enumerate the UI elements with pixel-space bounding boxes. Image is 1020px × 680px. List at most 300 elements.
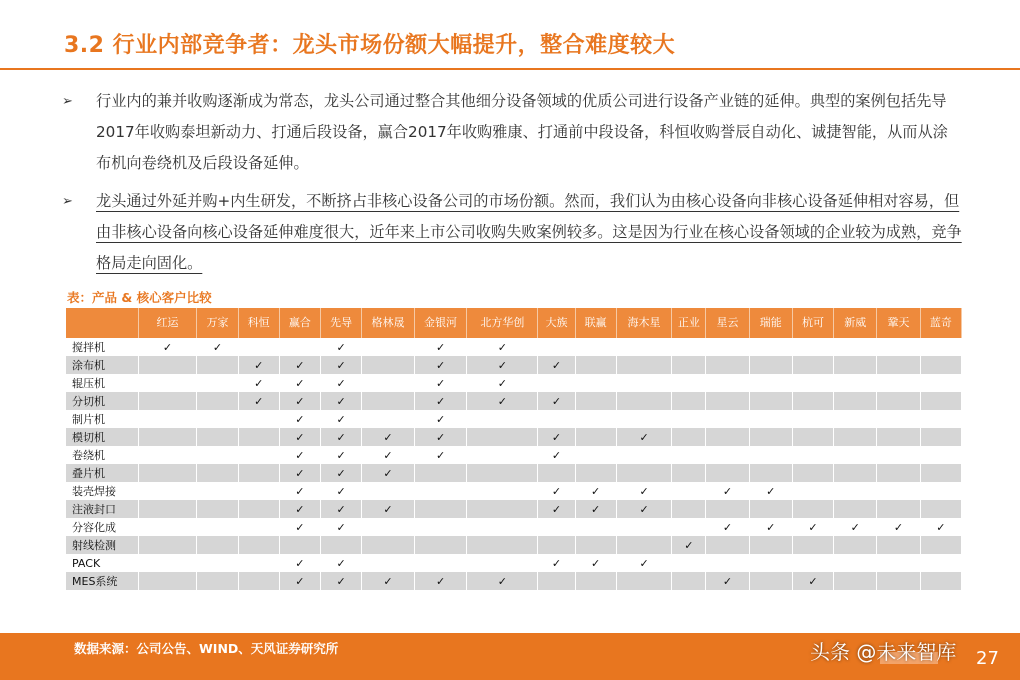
empty-cell: [792, 500, 833, 518]
empty-cell: [575, 392, 616, 410]
check-mark-icon: ✓: [138, 338, 197, 356]
empty-cell: [877, 392, 920, 410]
empty-cell: [749, 536, 792, 554]
empty-cell: [197, 356, 238, 374]
empty-cell: [467, 518, 538, 536]
check-mark-icon: ✓: [920, 518, 961, 536]
empty-cell: [616, 464, 672, 482]
empty-cell: [197, 428, 238, 446]
empty-cell: [467, 410, 538, 428]
empty-cell: [672, 500, 706, 518]
empty-cell: [138, 464, 197, 482]
empty-cell: [414, 518, 467, 536]
empty-cell: [616, 572, 672, 590]
empty-cell: [749, 554, 792, 572]
empty-cell: [362, 374, 415, 392]
empty-cell: [197, 482, 238, 500]
empty-cell: [706, 374, 749, 392]
empty-cell: [197, 572, 238, 590]
check-mark-icon: ✓: [362, 572, 415, 590]
empty-cell: [362, 338, 415, 356]
empty-cell: [672, 428, 706, 446]
check-mark-icon: ✓: [279, 572, 320, 590]
empty-cell: [575, 356, 616, 374]
check-mark-icon: ✓: [321, 464, 362, 482]
empty-cell: [749, 410, 792, 428]
check-mark-icon: ✓: [279, 392, 320, 410]
empty-cell: [238, 518, 279, 536]
row-label: 辊压机: [66, 374, 138, 392]
check-mark-icon: ✓: [238, 356, 279, 374]
empty-cell: [706, 500, 749, 518]
row-label: 叠片机: [66, 464, 138, 482]
check-mark-icon: ✓: [321, 338, 362, 356]
empty-cell: [792, 356, 833, 374]
empty-cell: [706, 356, 749, 374]
page-number: 27: [976, 648, 999, 669]
check-mark-icon: ✓: [467, 356, 538, 374]
empty-cell: [920, 500, 961, 518]
empty-cell: [575, 536, 616, 554]
empty-cell: [792, 392, 833, 410]
empty-cell: [920, 392, 961, 410]
table-row: [66, 518, 962, 536]
empty-cell: [706, 536, 749, 554]
empty-cell: [467, 464, 538, 482]
row-label: MES系统: [66, 572, 138, 590]
empty-cell: [792, 446, 833, 464]
empty-cell: [920, 428, 961, 446]
empty-cell: [197, 500, 238, 518]
empty-cell: [920, 446, 961, 464]
check-mark-icon: ✓: [538, 446, 575, 464]
empty-cell: [834, 500, 877, 518]
empty-cell: [834, 554, 877, 572]
empty-cell: [920, 338, 961, 356]
column-header: 格林晟: [362, 308, 415, 338]
check-mark-icon: ✓: [321, 356, 362, 374]
empty-cell: [834, 338, 877, 356]
empty-cell: [672, 446, 706, 464]
check-mark-icon: ✓: [362, 500, 415, 518]
header-corner: [66, 308, 138, 338]
empty-cell: [616, 536, 672, 554]
empty-cell: [138, 428, 197, 446]
column-header: 联赢: [575, 308, 616, 338]
check-mark-icon: ✓: [467, 572, 538, 590]
empty-cell: [362, 518, 415, 536]
column-header: 科恒: [238, 308, 279, 338]
check-mark-icon: ✓: [321, 428, 362, 446]
check-mark-icon: ✓: [279, 446, 320, 464]
table-row: [66, 374, 962, 392]
check-mark-icon: ✓: [279, 410, 320, 428]
empty-cell: [706, 464, 749, 482]
empty-cell: [706, 392, 749, 410]
empty-cell: [238, 446, 279, 464]
check-mark-icon: ✓: [749, 518, 792, 536]
empty-cell: [362, 536, 415, 554]
empty-cell: [575, 410, 616, 428]
empty-cell: [920, 536, 961, 554]
empty-cell: [877, 554, 920, 572]
empty-cell: [538, 338, 575, 356]
check-mark-icon: ✓: [414, 338, 467, 356]
bullet-arrow-icon: ➢: [62, 194, 73, 209]
empty-cell: [834, 356, 877, 374]
empty-cell: [362, 356, 415, 374]
check-mark-icon: ✓: [279, 374, 320, 392]
empty-cell: [616, 392, 672, 410]
row-label: 注液封口: [66, 500, 138, 518]
empty-cell: [538, 410, 575, 428]
check-mark-icon: ✓: [321, 482, 362, 500]
empty-cell: [834, 446, 877, 464]
check-mark-icon: ✓: [321, 572, 362, 590]
empty-cell: [834, 482, 877, 500]
row-label: 制片机: [66, 410, 138, 428]
empty-cell: [138, 392, 197, 410]
column-header: 先导: [321, 308, 362, 338]
check-mark-icon: ✓: [575, 554, 616, 572]
table-row: [66, 410, 962, 428]
empty-cell: [920, 356, 961, 374]
empty-cell: [616, 374, 672, 392]
empty-cell: [414, 482, 467, 500]
check-mark-icon: ✓: [414, 356, 467, 374]
empty-cell: [414, 464, 467, 482]
empty-cell: [238, 572, 279, 590]
empty-cell: [672, 554, 706, 572]
check-mark-icon: ✓: [279, 428, 320, 446]
check-mark-icon: ✓: [672, 536, 706, 554]
empty-cell: [877, 482, 920, 500]
empty-cell: [834, 572, 877, 590]
empty-cell: [238, 428, 279, 446]
empty-cell: [792, 374, 833, 392]
table-row: [66, 356, 962, 374]
check-mark-icon: ✓: [279, 500, 320, 518]
empty-cell: [792, 464, 833, 482]
empty-cell: [575, 374, 616, 392]
empty-cell: [672, 518, 706, 536]
empty-cell: [138, 482, 197, 500]
empty-cell: [538, 572, 575, 590]
empty-cell: [238, 482, 279, 500]
check-mark-icon: ✓: [321, 392, 362, 410]
empty-cell: [138, 356, 197, 374]
empty-cell: [414, 500, 467, 518]
row-label: 模切机: [66, 428, 138, 446]
empty-cell: [538, 464, 575, 482]
empty-cell: [749, 446, 792, 464]
empty-cell: [197, 392, 238, 410]
row-label: 装壳焊接: [66, 482, 138, 500]
empty-cell: [238, 410, 279, 428]
empty-cell: [834, 536, 877, 554]
empty-cell: [616, 446, 672, 464]
check-mark-icon: ✓: [414, 572, 467, 590]
empty-cell: [834, 428, 877, 446]
empty-cell: [414, 554, 467, 572]
check-mark-icon: ✓: [616, 482, 672, 500]
empty-cell: [321, 536, 362, 554]
empty-cell: [749, 572, 792, 590]
empty-cell: [749, 356, 792, 374]
bullet-text: 行业内的兼并收购逐渐成为常态，龙头公司通过整合其他细分设备领域的优质公司进行设备产业链的延伸。典型的案例包括先导2017年收购泰坦新动力、打通后段设备，赢合2017年收购雅康、打通前中段设备，科恒收购誉辰自动化、诚捷智能，从而从涂布机向卷绕机及后段设备延伸。: [96, 92, 948, 172]
page-title: 3.2 行业内部竞争者：龙头市场份额大幅提升，整合难度较大: [64, 33, 676, 58]
empty-cell: [749, 338, 792, 356]
empty-cell: [706, 410, 749, 428]
empty-cell: [616, 410, 672, 428]
column-header: 蓝奇: [920, 308, 961, 338]
column-header: 星云: [706, 308, 749, 338]
empty-cell: [672, 338, 706, 356]
check-mark-icon: ✓: [414, 428, 467, 446]
empty-cell: [467, 554, 538, 572]
empty-cell: [672, 356, 706, 374]
check-mark-icon: ✓: [321, 446, 362, 464]
check-mark-icon: ✓: [414, 374, 467, 392]
check-mark-icon: ✓: [321, 518, 362, 536]
data-source: 数据来源：公司公告、WIND、天风证券研究所: [74, 641, 339, 656]
empty-cell: [138, 446, 197, 464]
title-divider: [0, 68, 1020, 70]
empty-cell: [672, 464, 706, 482]
row-label: 卷绕机: [66, 446, 138, 464]
column-header: 赢合: [279, 308, 320, 338]
empty-cell: [467, 482, 538, 500]
empty-cell: [749, 392, 792, 410]
empty-cell: [538, 374, 575, 392]
empty-cell: [279, 536, 320, 554]
empty-cell: [575, 428, 616, 446]
column-header: 海木星: [616, 308, 672, 338]
empty-cell: [834, 410, 877, 428]
empty-cell: [877, 410, 920, 428]
empty-cell: [672, 482, 706, 500]
empty-cell: [877, 374, 920, 392]
bullet-arrow-icon: ➢: [62, 94, 73, 109]
empty-cell: [197, 536, 238, 554]
empty-cell: [877, 572, 920, 590]
empty-cell: [672, 392, 706, 410]
column-header: 正业: [672, 308, 706, 338]
column-header: 北方华创: [467, 308, 538, 338]
empty-cell: [138, 536, 197, 554]
column-header: 杭可: [792, 308, 833, 338]
empty-cell: [920, 572, 961, 590]
check-mark-icon: ✓: [538, 554, 575, 572]
check-mark-icon: ✓: [538, 392, 575, 410]
empty-cell: [792, 536, 833, 554]
empty-cell: [197, 464, 238, 482]
empty-cell: [467, 428, 538, 446]
empty-cell: [538, 536, 575, 554]
row-label: 涂布机: [66, 356, 138, 374]
check-mark-icon: ✓: [877, 518, 920, 536]
empty-cell: [877, 428, 920, 446]
check-mark-icon: ✓: [575, 500, 616, 518]
check-mark-icon: ✓: [414, 410, 467, 428]
check-mark-icon: ✓: [538, 428, 575, 446]
empty-cell: [575, 446, 616, 464]
table-row: [66, 572, 962, 590]
empty-cell: [538, 518, 575, 536]
empty-cell: [672, 572, 706, 590]
row-label: 搅拌机: [66, 338, 138, 356]
empty-cell: [792, 338, 833, 356]
empty-cell: [197, 446, 238, 464]
empty-cell: [414, 536, 467, 554]
empty-cell: [138, 572, 197, 590]
empty-cell: [706, 338, 749, 356]
empty-cell: [575, 338, 616, 356]
check-mark-icon: ✓: [321, 500, 362, 518]
column-header: 瑞能: [749, 308, 792, 338]
comparison-table: [66, 308, 962, 590]
empty-cell: [877, 356, 920, 374]
empty-cell: [467, 446, 538, 464]
check-mark-icon: ✓: [467, 338, 538, 356]
empty-cell: [197, 410, 238, 428]
check-mark-icon: ✓: [321, 554, 362, 572]
table-row: [66, 392, 962, 410]
bullet-text: 龙头通过外延并购+内生研发，不断挤占非核心设备公司的市场份额。然而，我们认为由核心设备向非核心设备延伸相对容易，但由非核心设备向核心设备延伸难度很大，近年来上市公司收购失败案例较多。这是因为行业在核心设备领域的企业较为成熟，竞争格局走向固化。: [96, 192, 962, 272]
check-mark-icon: ✓: [414, 446, 467, 464]
check-mark-icon: ✓: [792, 572, 833, 590]
empty-cell: [238, 464, 279, 482]
empty-cell: [877, 338, 920, 356]
empty-cell: [362, 410, 415, 428]
bullet-paragraph: [62, 86, 962, 179]
column-header: 万家: [197, 308, 238, 338]
empty-cell: [920, 464, 961, 482]
empty-cell: [834, 464, 877, 482]
empty-cell: [138, 374, 197, 392]
empty-cell: [706, 428, 749, 446]
empty-cell: [467, 536, 538, 554]
empty-cell: [749, 500, 792, 518]
check-mark-icon: ✓: [279, 464, 320, 482]
check-mark-icon: ✓: [538, 356, 575, 374]
check-mark-icon: ✓: [706, 518, 749, 536]
empty-cell: [238, 554, 279, 572]
table-row: [66, 536, 962, 554]
check-mark-icon: ✓: [414, 392, 467, 410]
table-row: [66, 446, 962, 464]
empty-cell: [197, 518, 238, 536]
empty-cell: [920, 374, 961, 392]
empty-cell: [920, 410, 961, 428]
check-mark-icon: ✓: [834, 518, 877, 536]
empty-cell: [197, 374, 238, 392]
empty-cell: [792, 554, 833, 572]
table-row: [66, 554, 962, 572]
check-mark-icon: ✓: [575, 482, 616, 500]
check-mark-icon: ✓: [321, 374, 362, 392]
check-mark-icon: ✓: [706, 482, 749, 500]
empty-cell: [792, 410, 833, 428]
check-mark-icon: ✓: [538, 500, 575, 518]
empty-cell: [197, 554, 238, 572]
empty-cell: [877, 536, 920, 554]
empty-cell: [467, 500, 538, 518]
empty-cell: [877, 464, 920, 482]
table-header-row: [66, 308, 962, 338]
check-mark-icon: ✓: [467, 392, 538, 410]
empty-cell: [575, 572, 616, 590]
empty-cell: [616, 356, 672, 374]
empty-cell: [672, 374, 706, 392]
table-row: [66, 482, 962, 500]
column-header: 红运: [138, 308, 197, 338]
check-mark-icon: ✓: [616, 554, 672, 572]
check-mark-icon: ✓: [238, 392, 279, 410]
empty-cell: [138, 500, 197, 518]
empty-cell: [362, 392, 415, 410]
column-header: 大族: [538, 308, 575, 338]
empty-cell: [238, 536, 279, 554]
empty-cell: [749, 464, 792, 482]
column-header: 金银河: [414, 308, 467, 338]
check-mark-icon: ✓: [538, 482, 575, 500]
empty-cell: [279, 338, 320, 356]
check-mark-icon: ✓: [321, 410, 362, 428]
empty-cell: [706, 554, 749, 572]
empty-cell: [616, 518, 672, 536]
empty-cell: [575, 464, 616, 482]
row-label: 分切机: [66, 392, 138, 410]
check-mark-icon: ✓: [362, 464, 415, 482]
empty-cell: [238, 338, 279, 356]
table-row: [66, 464, 962, 482]
empty-cell: [138, 518, 197, 536]
column-header: 新威: [834, 308, 877, 338]
empty-cell: [362, 482, 415, 500]
check-mark-icon: ✓: [279, 356, 320, 374]
empty-cell: [834, 392, 877, 410]
check-mark-icon: ✓: [616, 500, 672, 518]
table-row: [66, 338, 962, 356]
check-mark-icon: ✓: [467, 374, 538, 392]
empty-cell: [616, 338, 672, 356]
bullet-paragraph: [62, 186, 962, 279]
check-mark-icon: ✓: [362, 428, 415, 446]
empty-cell: [877, 446, 920, 464]
check-mark-icon: ✓: [706, 572, 749, 590]
empty-cell: [792, 428, 833, 446]
empty-cell: [920, 554, 961, 572]
row-label: 分容化成: [66, 518, 138, 536]
check-mark-icon: ✓: [279, 518, 320, 536]
empty-cell: [792, 482, 833, 500]
empty-cell: [362, 554, 415, 572]
table-row: [66, 428, 962, 446]
watermark: 头条 @未来智库: [810, 640, 957, 664]
empty-cell: [749, 428, 792, 446]
empty-cell: [834, 374, 877, 392]
row-label: PACK: [66, 554, 138, 572]
empty-cell: [749, 374, 792, 392]
table-caption: 表：产品 & 核心客户比较: [67, 290, 212, 305]
check-mark-icon: ✓: [197, 338, 238, 356]
check-mark-icon: ✓: [279, 482, 320, 500]
row-label: 射线检测: [66, 536, 138, 554]
check-mark-icon: ✓: [362, 446, 415, 464]
empty-cell: [138, 554, 197, 572]
check-mark-icon: ✓: [238, 374, 279, 392]
